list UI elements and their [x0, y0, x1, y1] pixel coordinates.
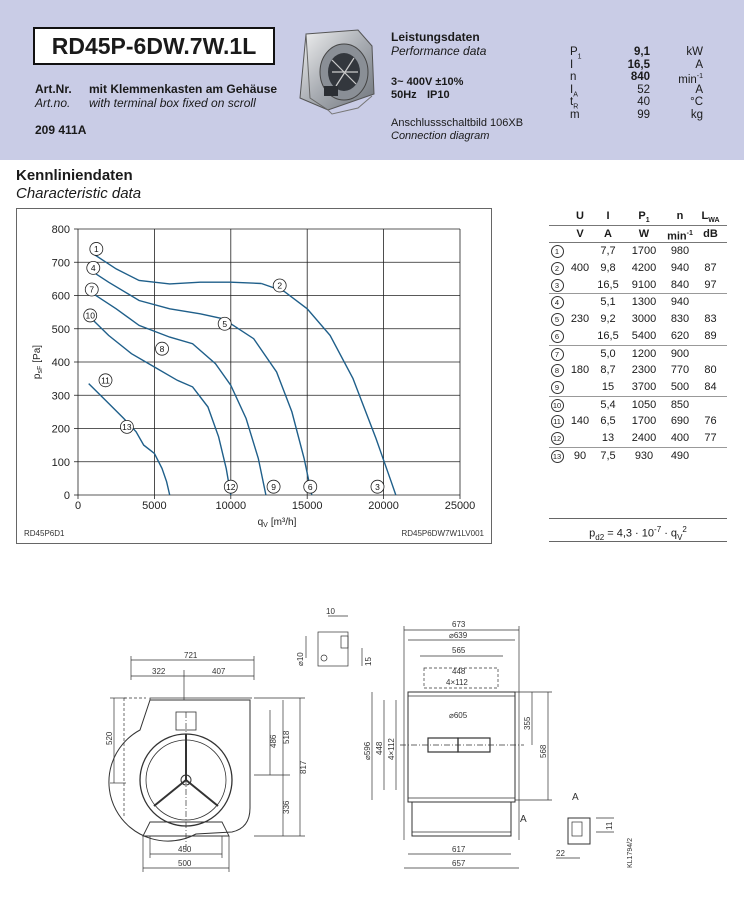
table-units-row [549, 226, 727, 244]
table-row [549, 379, 727, 397]
curve-number-badge: 5 [551, 313, 564, 326]
formula-rhs-sub: V [677, 532, 683, 542]
spec-symbol-text: n [570, 71, 577, 84]
connection-diagram-de: Anschlussschaltbild 106XB [391, 117, 524, 129]
y-tick-label: 500 [51, 323, 70, 336]
curve-badge-label: 12 [226, 481, 236, 492]
formula-main: = 4,3 · 10 [607, 527, 655, 540]
table-cell-p: 1300 [631, 296, 657, 309]
table-header-text: min [667, 230, 687, 243]
table-cell-i: 6,5 [600, 415, 616, 428]
spec-unit [670, 59, 703, 72]
curve-badge-label: 6 [307, 481, 313, 492]
y-tick-label: 800 [51, 224, 70, 236]
header-panel [0, 0, 744, 160]
dim-520: 520 [105, 731, 114, 745]
artnr-label-de: Art.Nr. [35, 82, 72, 96]
x-tick-label: 20000 [368, 500, 399, 512]
supply-frequency: 50Hz [391, 89, 417, 101]
table-row [549, 448, 727, 465]
spec-symbol-sub: R [573, 103, 579, 111]
table-cell-n: 500 [670, 380, 690, 393]
x-axis-unit: [m³/h] [270, 517, 297, 528]
dim-450: 450 [178, 845, 192, 854]
table-header-text: V [576, 227, 584, 240]
spec-unit-sup: -1 [696, 73, 703, 81]
table-header-cell [666, 226, 694, 245]
table-cell-l: 83 [704, 313, 717, 326]
table-cell-n: 490 [670, 449, 690, 462]
dim-617: 617 [452, 845, 466, 854]
spec-unit-text: A [695, 83, 703, 96]
dim-448: 448 [452, 667, 466, 676]
table-cell-n: 850 [670, 398, 690, 411]
table-cell-p: 1700 [631, 245, 657, 258]
connection-diagram-en: Connection diagram [391, 130, 490, 142]
table-header-cell [566, 208, 594, 225]
table-cell-i: 9,8 [600, 262, 616, 275]
table-header-text: I [606, 210, 610, 222]
table-cell-i: 7,5 [600, 449, 616, 462]
dim-15: 15 [364, 657, 373, 666]
table-row [549, 397, 727, 414]
model-title: RD45P-6DW.7W.1L [33, 27, 275, 65]
dimension-drawing [0, 600, 744, 900]
table-cell-u: 90 [573, 449, 587, 462]
dim-336: 336 [282, 800, 291, 814]
table-cell-n: 690 [670, 415, 690, 428]
table-header-sub: 1 [645, 217, 650, 225]
chart-frame [17, 209, 492, 544]
table-cell-n: 900 [670, 347, 690, 360]
y-axis-symbol: p [32, 373, 43, 380]
side-view-labels [105, 651, 308, 868]
table-cell-p: 9100 [631, 278, 657, 291]
table-cell-p: 930 [634, 449, 654, 462]
table-header-cell [594, 226, 622, 243]
table-cell-n: 940 [670, 296, 690, 309]
curve-badge-label: 9 [271, 481, 276, 492]
dim-639: ⌀639 [449, 631, 468, 640]
artnr-desc-de: mit Klemmenkasten am Gehäuse [89, 82, 278, 96]
table-cell-l: 84 [704, 380, 717, 393]
x-tick-label: 25000 [444, 500, 476, 512]
dim-817: 817 [299, 760, 308, 774]
curve-number-badge: 11 [551, 415, 564, 428]
y-tick-label: 700 [51, 257, 70, 270]
perf-title-en: Performance data [391, 44, 487, 58]
table-cell-p: 2400 [631, 431, 657, 444]
perf-title-de: Leistungsdaten [391, 30, 480, 44]
chart-footer-left: RD45P6D1 [24, 529, 65, 538]
spec-unit-text: kW [686, 46, 703, 58]
pressure-formula [549, 518, 727, 542]
y-axis-sub: sF [37, 365, 44, 374]
dim-355: 355 [523, 716, 532, 730]
curve-badge-label: 5 [222, 318, 228, 329]
curve-number-badge: 1 [551, 245, 564, 258]
dim-322: 322 [152, 667, 166, 676]
curve-badge-label: 7 [89, 284, 95, 295]
table-row [549, 260, 727, 277]
table-row [549, 362, 727, 379]
dim-4x112: 4×112 [446, 678, 468, 687]
spec-symbol-sub: 1 [577, 53, 582, 61]
x-tick-label: 15000 [291, 500, 323, 512]
dim-568: 568 [539, 744, 548, 758]
dim-565: 565 [452, 646, 466, 655]
dim-11: 11 [605, 821, 614, 830]
table-cell-i: 7,7 [600, 245, 616, 258]
table-header-text: dB [703, 227, 718, 240]
table-row [549, 328, 727, 346]
x-axis-symbol: q [257, 517, 264, 528]
table-cell-u: 230 [570, 313, 590, 326]
table-row [549, 243, 727, 260]
spec-value: 840 [630, 71, 650, 84]
table-cell-p: 1050 [631, 398, 657, 411]
table-header-cell [694, 226, 727, 243]
spec-value: 9,1 [634, 46, 650, 58]
curve-badge-label: 8 [159, 343, 165, 354]
table-cell-i: 5,1 [600, 296, 616, 309]
spec-unit [670, 84, 703, 97]
spec-unit [670, 46, 703, 59]
dim-605: ⌀605 [449, 711, 468, 720]
y-tick-label: 0 [63, 490, 70, 502]
spec-unit-text: A [695, 58, 703, 71]
table-row [549, 346, 727, 363]
table-cell-p: 3000 [631, 313, 657, 326]
detail-a-label: A [572, 792, 579, 803]
table-cell-n: 980 [670, 245, 690, 258]
table-cell-i: 8,7 [600, 364, 616, 377]
spec-value: 52 [637, 83, 650, 96]
table-header-cell [566, 226, 594, 243]
table-header-text: L [701, 210, 709, 222]
curve-number-badge: 4 [551, 296, 564, 309]
curve-badge-label: 1 [93, 244, 99, 255]
y-axis-label [32, 345, 44, 379]
table-cell-i: 5,4 [600, 398, 616, 411]
supply-voltage: 3~ 400V ±10% [391, 76, 464, 88]
table-cell-n: 940 [670, 262, 690, 275]
spec-symbol-text: t [570, 96, 574, 109]
spec-symbol-sub: A [573, 91, 578, 99]
dim-448-vertical: 448 [375, 741, 384, 755]
curve-badge-label: 2 [277, 280, 283, 291]
artnr-label-en: Art.no. [35, 96, 71, 110]
table-header-cell [622, 226, 666, 243]
table-cell-p: 1200 [631, 347, 657, 360]
curve-number-badge: 8 [551, 364, 564, 377]
table-cell-i: 5,0 [600, 347, 616, 360]
spec-symbol-text: P [570, 46, 578, 58]
spec-value: 16,5 [627, 58, 650, 71]
table-cell-u: 400 [570, 262, 590, 275]
curve-number-badge: 13 [551, 450, 564, 463]
dim-dia-10: ⌀10 [296, 652, 305, 666]
table-row [549, 294, 727, 311]
curve-number-badge: 12 [551, 432, 564, 445]
spec-value: 99 [637, 108, 650, 121]
table-cell-i: 13 [601, 431, 615, 444]
drawing-id: KL1794/2 [627, 838, 634, 868]
formula-rhs: · q [661, 527, 678, 540]
table-cell-l: 87 [704, 262, 717, 275]
x-tick-label: 5000 [142, 500, 167, 512]
dim-486: 486 [269, 734, 278, 748]
formula-rhs-sup: 2 [682, 525, 687, 534]
spec-unit [670, 109, 703, 122]
table-row [549, 430, 727, 448]
table-cell-n: 840 [670, 278, 690, 291]
table-cell-u: 140 [570, 415, 590, 428]
characteristic-chart [16, 208, 492, 544]
y-tick-label: 300 [51, 390, 70, 403]
table-cell-u: 180 [570, 364, 590, 377]
table-header-sup: -1 [686, 229, 693, 237]
x-axis-sub: V [263, 522, 268, 529]
table-cell-p: 2300 [631, 364, 657, 377]
table-cell-i: 16,5 [597, 329, 619, 342]
table-cell-l: 97 [704, 278, 717, 291]
chart-footer-right: RD45P6DW7W1LV001 [401, 529, 484, 538]
dim-721: 721 [184, 651, 198, 660]
bracket-detail [306, 616, 362, 666]
side-view [109, 656, 305, 872]
table-header-text: n [676, 210, 684, 222]
table-header-text: A [604, 227, 612, 240]
artnr-value: 209 411A [35, 123, 87, 137]
protection-class: IP10 [427, 89, 450, 101]
curve-badge-label: 11 [101, 375, 110, 386]
spec-unit [670, 96, 703, 109]
section-title-de: Kennliniendaten [16, 167, 133, 184]
curve-number-badge: 9 [551, 381, 564, 394]
table-header-cell [666, 208, 694, 225]
table-cell-n: 620 [670, 329, 690, 342]
curve-badge-label: 10 [85, 310, 95, 321]
spec-unit-text: min [678, 74, 697, 87]
spec-symbol-text: I [570, 83, 574, 96]
curve-badge-label: 3 [375, 481, 380, 492]
section-marker-a: A [520, 814, 527, 825]
spec-symbol-text: I [570, 58, 574, 71]
table-header-row [549, 208, 727, 226]
dim-518: 518 [282, 730, 291, 744]
spec-unit-text: °C [690, 96, 703, 109]
table-cell-p: 4200 [631, 262, 657, 275]
curve-number-badge: 3 [551, 279, 564, 292]
formula-exp: -7 [654, 525, 662, 534]
formula-lhs: p [589, 527, 596, 540]
spec-symbol [570, 59, 573, 72]
table-cell-n: 400 [670, 431, 690, 444]
curve-badge-label: 4 [90, 263, 96, 274]
table-cell-p: 1700 [631, 415, 657, 428]
y-tick-label: 200 [51, 423, 70, 436]
table-cell-i: 15 [601, 380, 615, 393]
spec-symbol-text: m [570, 108, 580, 121]
table-cell-p: 5400 [631, 329, 657, 342]
table-header-sub: WA [708, 217, 720, 225]
spec-symbol [570, 109, 580, 122]
x-tick-label: 10000 [215, 500, 247, 512]
dim-500: 500 [178, 859, 192, 868]
table-row [549, 311, 727, 328]
table-cell-l: 89 [704, 329, 717, 342]
table-cell-i: 16,5 [597, 278, 619, 291]
front-view [372, 626, 552, 868]
characteristic-table [549, 208, 727, 464]
table-cell-n: 830 [670, 313, 690, 326]
table-cell-l: 77 [704, 431, 717, 444]
curve-badge-label: 13 [122, 422, 132, 433]
formula-lhs-sub: d2 [595, 532, 605, 542]
curve-number-badge: 2 [551, 262, 564, 275]
y-axis-unit: [Pa] [32, 344, 43, 363]
dim-407: 407 [212, 667, 226, 676]
dim-596: ⌀596 [363, 741, 372, 760]
spec-unit-text: kg [690, 108, 703, 121]
table-header-text: U [576, 210, 584, 222]
table-row [549, 413, 727, 430]
spec-value: 40 [637, 96, 650, 109]
table-cell-l: 76 [704, 415, 717, 428]
dim-657: 657 [452, 859, 466, 868]
artnr-desc-en: with terminal box fixed on scroll [89, 96, 256, 110]
dim-4x112-vertical: 4×112 [387, 738, 396, 760]
spec-symbol [570, 71, 576, 84]
table-cell-l: 80 [704, 364, 717, 377]
y-tick-label: 600 [51, 290, 70, 303]
table-cell-p: 3700 [631, 380, 657, 393]
x-tick-label: 0 [74, 500, 82, 512]
y-tick-label: 400 [51, 357, 70, 369]
curve-number-badge: 10 [551, 399, 564, 412]
dim-22: 22 [556, 849, 565, 858]
fan-product-image [288, 24, 380, 116]
y-tick-label: 100 [51, 456, 70, 469]
table-row [549, 277, 727, 295]
table-cell-n: 770 [670, 364, 690, 377]
section-title-en: Characteristic data [16, 185, 142, 202]
curve-number-badge: 6 [551, 330, 564, 343]
dim-10: 10 [326, 607, 335, 616]
table-header-cell [594, 208, 622, 225]
table-header-text: W [638, 227, 650, 240]
table-cell-i: 9,2 [600, 313, 616, 326]
dim-673: 673 [452, 620, 466, 629]
curve-number-badge: 7 [551, 348, 564, 361]
table-header-text: P [638, 210, 646, 222]
